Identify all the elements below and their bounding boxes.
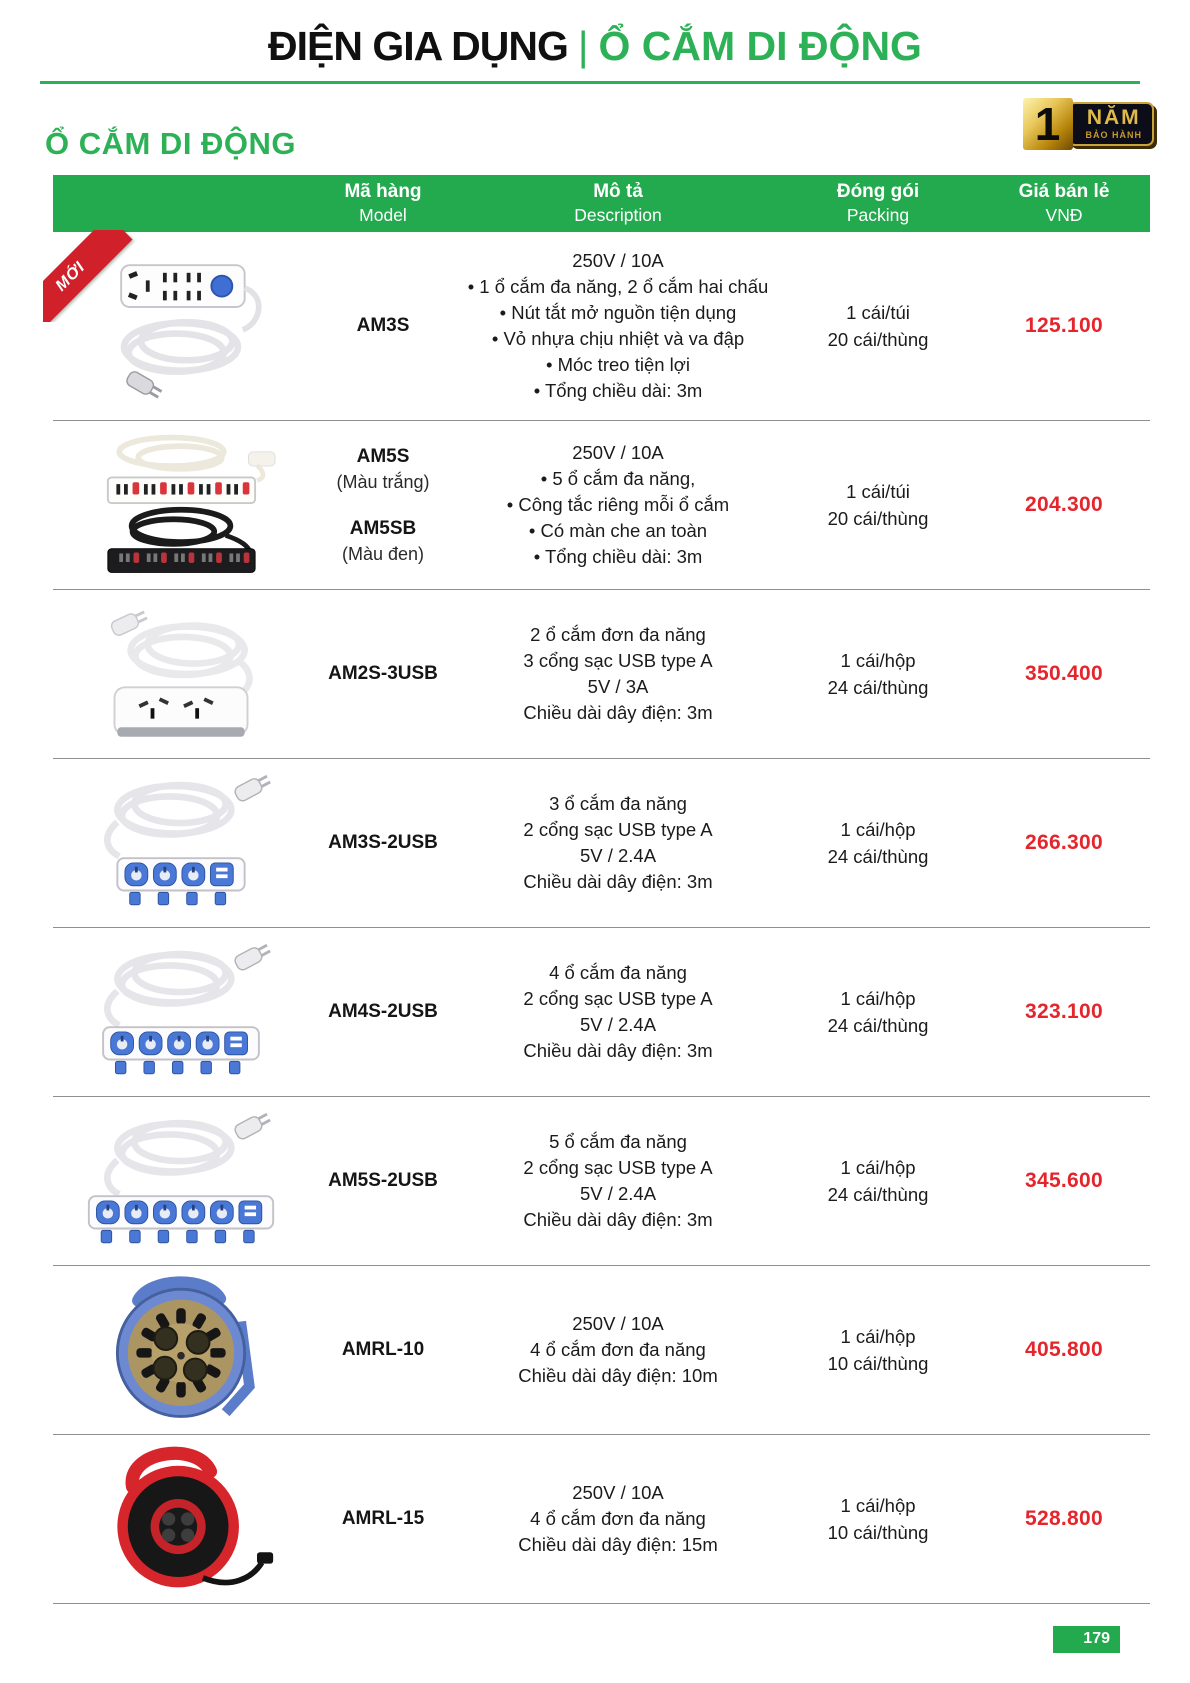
product-description: 250V / 10A 4 ổ cắm đơn đa năng Chiều dài dây điện: 10m	[518, 1313, 718, 1386]
product-price: 345.600	[1024, 1169, 1103, 1192]
product-packing: 1 cái/hộp 10 cái/thùng	[827, 1495, 929, 1543]
table-row	[53, 590, 1150, 759]
product-price: 266.300	[1024, 831, 1103, 854]
product-packing: 1 cái/túi 20 cái/thùng	[827, 302, 929, 350]
product-image-amrl10	[61, 1274, 301, 1426]
product-model: AM2S-3USB	[328, 663, 438, 684]
col-header-packing	[778, 179, 978, 226]
table-row	[53, 928, 1150, 1097]
product-model: AM3S	[356, 315, 410, 336]
table-row	[53, 1266, 1150, 1435]
product-image-cell	[53, 1266, 308, 1434]
product-image-am4s2usb	[61, 936, 301, 1088]
col-header-packing-vi: Đóng gói	[836, 181, 920, 202]
product-description: 4 ổ cắm đa năng 2 cổng sạc USB type A 5V / 2.4A Chiều dài dây điện: 3m	[523, 962, 713, 1061]
product-table	[53, 175, 1150, 1604]
table-row	[53, 1097, 1150, 1266]
page-title-category: ĐIỆN GIA DỤNG	[268, 23, 568, 69]
col-header-packing-en: Packing	[846, 205, 910, 225]
new-product-ribbon: MỚI	[43, 230, 135, 322]
warranty-badge-plate	[1068, 102, 1155, 145]
product-image-am5s2usb	[61, 1105, 301, 1257]
product-image-am5s	[61, 429, 301, 581]
table-row	[53, 421, 1150, 590]
product-price: 350.400	[1024, 662, 1103, 685]
col-header-price-vi: Giá bán lẻ	[1018, 181, 1110, 202]
product-image-cell	[53, 421, 308, 589]
table-row	[53, 759, 1150, 928]
product-price: 125.100	[1024, 314, 1103, 337]
product-description: 250V / 10A • 5 ổ cắm đa năng, • Công tắc riêng mỗi ổ cắm • Có màn che an toàn • Tổng chiều dài: 3m	[506, 442, 730, 567]
col-header-price-en: VNĐ	[1045, 205, 1083, 225]
page-title	[0, 24, 1190, 69]
col-header-description-en: Description	[574, 205, 662, 225]
product-model: AM5S (Màu trắng) AM5SB (Màu đen)	[336, 446, 430, 564]
product-image-cell	[53, 1435, 308, 1603]
product-model: AMRL-15	[341, 1508, 425, 1529]
product-model: AM3S-2USB	[328, 832, 438, 853]
product-model: AM4S-2USB	[328, 1001, 438, 1022]
table-row	[53, 232, 1150, 421]
page-header	[0, 0, 1190, 84]
product-image-cell	[53, 1097, 308, 1265]
product-rows	[53, 232, 1150, 1604]
product-image-am2s3usb	[61, 598, 301, 750]
page-title-divider: |	[577, 23, 589, 69]
product-price: 528.800	[1024, 1507, 1103, 1530]
product-image-cell	[53, 928, 308, 1096]
col-header-description	[458, 179, 778, 226]
product-image-am3s	[61, 250, 301, 402]
page-title-section: Ổ CẮM DI ĐỘNG	[598, 23, 922, 69]
product-description: 2 ổ cắm đơn đa năng 3 cổng sạc USB type A 5V / 3A Chiều dài dây điện: 3m	[523, 624, 713, 723]
page-number: 179	[1053, 1626, 1120, 1653]
col-header-model-vi: Mã hàng	[344, 181, 422, 202]
product-packing: 1 cái/hộp 24 cái/thùng	[827, 1157, 929, 1205]
product-price: 204.300	[1024, 493, 1103, 516]
table-header-row	[53, 175, 1150, 232]
product-packing: 1 cái/hộp 24 cái/thùng	[827, 650, 929, 698]
product-packing: 1 cái/túi 20 cái/thùng	[827, 481, 929, 529]
table-row	[53, 1435, 1150, 1604]
product-image-cell	[53, 759, 308, 927]
warranty-badge-number: 1	[1023, 98, 1073, 150]
warranty-years-label: NĂM	[1086, 106, 1141, 130]
col-header-model	[308, 179, 458, 226]
product-model: AM5S-2USB	[328, 1170, 438, 1191]
section-title: Ổ CẮM DI ĐỘNG	[45, 126, 297, 161]
product-image-amrl15	[61, 1443, 301, 1595]
product-description: 5 ổ cắm đa năng 2 cổng sạc USB type A 5V / 2.4A Chiều dài dây điện: 3m	[523, 1131, 713, 1230]
product-packing: 1 cái/hộp 24 cái/thùng	[827, 988, 929, 1036]
warranty-badge	[1023, 98, 1155, 150]
product-model: AMRL-10	[341, 1339, 425, 1360]
product-packing: 1 cái/hộp 10 cái/thùng	[827, 1326, 929, 1374]
product-packing: 1 cái/hộp 24 cái/thùng	[827, 819, 929, 867]
product-description: 250V / 10A • 1 ổ cắm đa năng, 2 ổ cắm hai chấu • Nút tắt mở nguồn tiện dụng • Vỏ nhựa chịu nhiệt và va đập • Móc treo tiện lợi • Tổng chiều dài: 3m	[467, 250, 769, 401]
warranty-text-label: BẢO HÀNH	[1085, 129, 1142, 140]
product-price: 323.100	[1024, 1000, 1103, 1023]
col-header-description-vi: Mô tả	[593, 181, 643, 202]
col-header-price	[978, 179, 1150, 226]
col-header-model-en: Model	[359, 205, 407, 225]
product-image-cell	[53, 590, 308, 758]
product-image-am3s2usb	[61, 767, 301, 919]
product-description: 3 ổ cắm đa năng 2 cổng sạc USB type A 5V / 2.4A Chiều dài dây điện: 3m	[523, 793, 713, 892]
product-description: 250V / 10A 4 ổ cắm đơn đa năng Chiều dài dây điện: 15m	[518, 1482, 718, 1555]
product-image-cell	[53, 232, 308, 420]
product-price: 405.800	[1024, 1338, 1103, 1361]
header-rule	[40, 81, 1140, 84]
